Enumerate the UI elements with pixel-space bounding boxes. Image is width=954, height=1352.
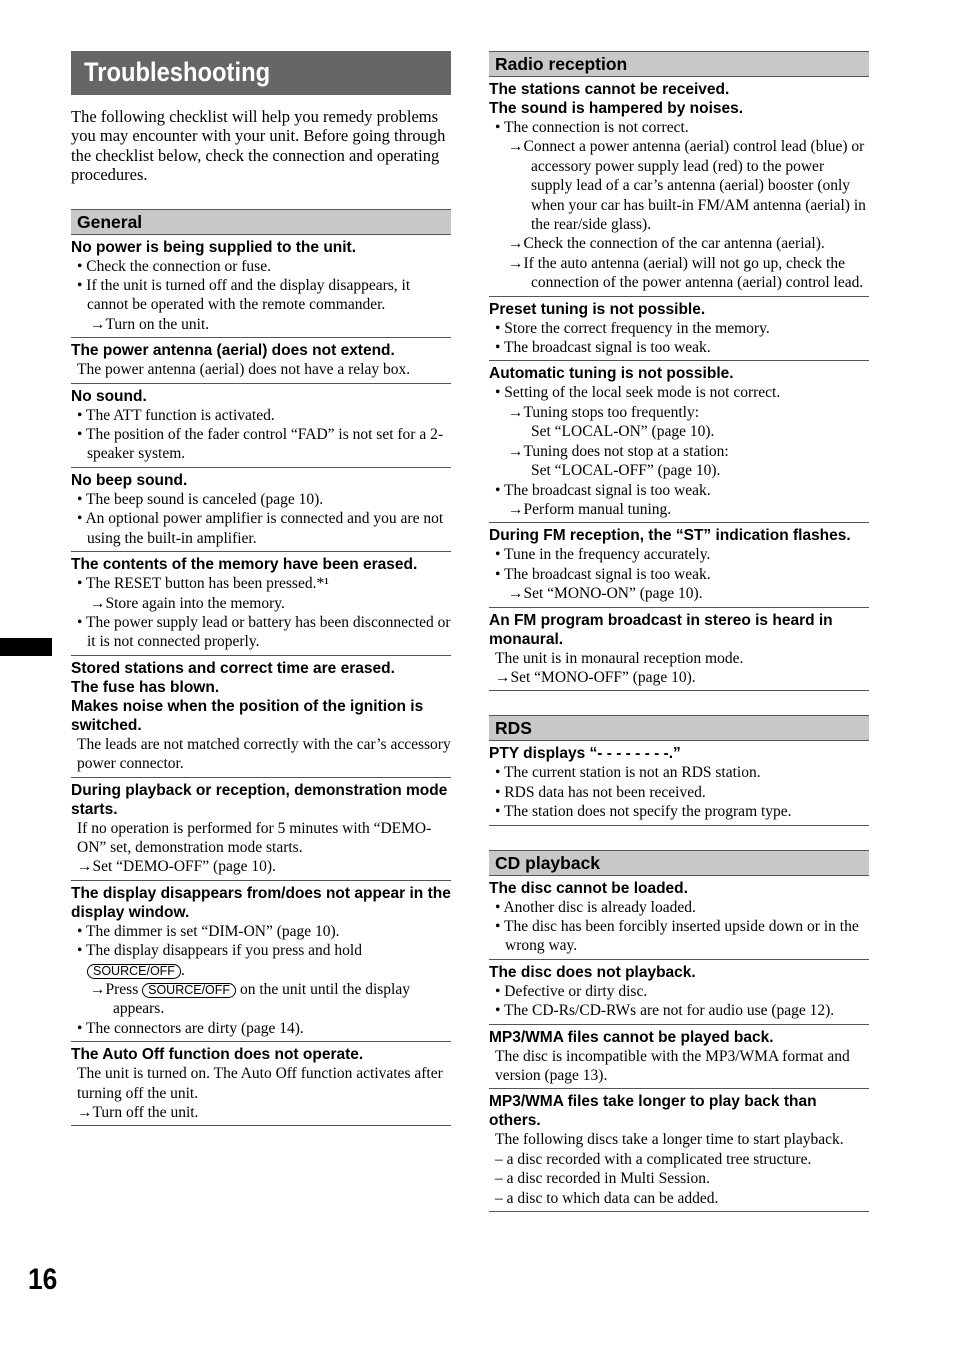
remedy-line: →Set “MONO-OFF” (page 10). <box>495 668 696 686</box>
problem-heading: During playback or reception, demonstration mode starts. <box>71 781 448 818</box>
cause-line: • Check the connection or fuse. <box>77 257 271 275</box>
cause-line: • Store the correct frequency in the memory. <box>495 319 770 337</box>
note-line: The leads are not matched correctly with the car’s accessory power connector. <box>77 735 451 773</box>
troubleshoot-item <box>489 1025 869 1090</box>
troubleshoot-item <box>489 876 869 960</box>
problem-heading: No beep sound. <box>71 471 188 489</box>
cause-line: • If the unit is turned off and the display disappears, it cannot be operated with the remote commander. <box>77 277 411 314</box>
source-off-key: SOURCE/OFF <box>142 983 236 998</box>
note-line: – a disc recorded with a complicated tree structure. <box>495 1150 812 1168</box>
troubleshoot-item <box>71 384 451 468</box>
problem-heading: Makes noise when the position of the ignition is switched. <box>71 697 424 734</box>
troubleshoot-item <box>71 552 451 656</box>
problem-heading: An FM program broadcast in stereo is heard in monaural. <box>489 611 833 648</box>
page-title: Troubleshooting <box>84 57 271 87</box>
line-text: • The display disappears if you press and hold <box>77 942 362 960</box>
cause-line: • The connection is not correct. <box>495 119 689 136</box>
cause-line: • The RESET button has been pressed.*¹ <box>77 575 329 593</box>
note-line: If no operation is performed for 5 minutes with “DEMO-ON” set, demonstration mode starts. <box>77 819 432 856</box>
problem-heading: Automatic tuning is not possible. <box>489 365 734 383</box>
cause-line: • Tune in the frequency accurately. <box>495 546 711 564</box>
section-heading: CD playback <box>489 850 869 876</box>
cause-line <box>71 941 451 980</box>
cause-line: • The position of the fader control “FAD” is not set for a 2-speaker system. <box>77 426 443 463</box>
note-line: The power antenna (aerial) does not have a relay box. <box>77 361 411 379</box>
note-line: The disc is incompatible with the MP3/WMA format and version (page 13). <box>495 1047 850 1084</box>
cause-line: • The CD-Rs/CD-RWs are not for audio use (page 12). <box>495 1002 835 1020</box>
remedy-line: →Turn off the unit. <box>77 1104 199 1121</box>
problem-heading: PTY displays “- - - - - - - -.” <box>489 745 681 763</box>
section-tab-marker <box>0 638 52 656</box>
problem-heading: The power antenna (aerial) does not extend. <box>71 342 395 360</box>
troubleshoot-item <box>489 960 869 1025</box>
cause-line: • The dimmer is set “DIM-ON” (page 10). <box>77 922 340 940</box>
remedy-line: →Perform manual tuning. <box>508 500 672 518</box>
right-sections <box>489 51 869 1212</box>
problem-heading: The sound is hampered by noises. <box>489 100 744 117</box>
cause-line: • Setting of the local seek mode is not correct. <box>495 384 781 402</box>
troubleshoot-item <box>71 468 451 552</box>
remedy-line: →Turn on the unit. <box>90 315 210 333</box>
problem-heading: No power is being supplied to the unit. <box>71 238 357 256</box>
section-heading: RDS <box>489 715 869 741</box>
section-gap <box>489 826 869 850</box>
remedy-line: →Connect a power antenna (aerial) control lead (blue) or accessory power supply lead (red) to the power supply lead of a car’s antenna (aerial) booster (only when your car has built-in FM/AM antenna (aerial) in the rear/side glass). <box>508 138 866 234</box>
remedy-line: →Tuning stops too frequently: <box>508 403 700 421</box>
troubleshoot-item <box>71 235 451 339</box>
problem-heading: The disc does not playback. <box>489 963 696 981</box>
troubleshoot-item <box>489 608 869 692</box>
remedy-line: →Set “MONO-ON” (page 10). <box>508 585 703 603</box>
problem-heading: The contents of the memory have been erased. <box>71 556 418 574</box>
cause-line: • The broadcast signal is too weak. <box>495 481 711 499</box>
cause-line: • The broadcast signal is too weak. <box>495 339 711 357</box>
troubleshoot-item <box>489 297 869 362</box>
remedy-line: →Store again into the memory. <box>90 594 285 612</box>
cause-line: • RDS data has not been received. <box>495 783 706 801</box>
note-line: – a disc to which data can be added. <box>495 1189 719 1207</box>
line-text-after: on the unit until the display appears. <box>113 980 410 1018</box>
problem-heading: The fuse has blown. <box>71 678 220 696</box>
note-line: The following discs take a longer time to start playback. <box>495 1131 844 1149</box>
cause-line: • The station does not specify the program type. <box>495 803 792 821</box>
troubleshoot-item <box>71 778 451 881</box>
page-number: 16 <box>28 1263 58 1296</box>
troubleshoot-item <box>71 1042 451 1126</box>
problem-heading: The stations cannot be received. <box>489 81 730 98</box>
troubleshoot-item <box>71 656 451 778</box>
section-heading: Radio reception <box>489 51 869 77</box>
troubleshoot-item <box>71 338 451 383</box>
cause-line: • The power supply lead or battery has been disconnected or it is not connected properly. <box>77 613 451 651</box>
note-line: The unit is in monaural reception mode. <box>495 649 744 667</box>
cause-line: • The connectors are dirty (page 14). <box>77 1019 304 1037</box>
problem-heading: Stored stations and correct time are erased. <box>71 659 395 677</box>
note-line: – a disc recorded in Multi Session. <box>495 1170 710 1188</box>
troubleshoot-item <box>489 741 869 825</box>
right-column <box>489 51 869 1212</box>
cause-line: • The ATT function is activated. <box>77 406 275 424</box>
cause-line: • Defective or dirty disc. <box>495 982 648 1000</box>
section-gap <box>489 691 869 715</box>
problem-heading: MP3/WMA files take longer to play back than others. <box>489 1093 817 1130</box>
remedy-line: →If the auto antenna (aerial) will not go up, check the connection of the power antenna (aerial) control lead. <box>508 254 864 292</box>
remedy-line: Set “LOCAL-OFF” (page 10). <box>531 462 721 480</box>
remedy-line: Set “LOCAL-ON” (page 10). <box>531 423 715 441</box>
intro-paragraph: The following checklist will help you remedy problems you may encounter with your unit. Before going through the checklist below, check the connection and operating procedures. <box>71 107 446 185</box>
problem-heading: The Auto Off function does not operate. <box>71 1046 364 1064</box>
troubleshoot-item <box>71 881 451 1042</box>
title-bar <box>71 51 451 95</box>
remedy-line: →Tuning does not stop at a station: <box>508 442 729 460</box>
section-heading: General <box>71 209 451 235</box>
troubleshoot-item <box>489 523 869 607</box>
left-column <box>71 51 451 1126</box>
troubleshoot-item <box>489 77 869 297</box>
problem-heading: MP3/WMA files cannot be played back. <box>489 1028 774 1046</box>
remedy-line: →Check the connection of the car antenna (aerial). <box>508 235 825 253</box>
troubleshoot-item <box>489 361 869 523</box>
note-line: The unit is turned on. The Auto Off function activates after turning off the unit. <box>77 1065 443 1102</box>
troubleshoot-item <box>489 1089 869 1212</box>
problem-heading: During FM reception, the “ST” indication flashes. <box>489 527 851 545</box>
problem-heading: The disc cannot be loaded. <box>489 879 688 897</box>
line-text-after: . <box>180 961 185 979</box>
problem-heading: The display disappears from/does not appear in the display window. <box>71 884 451 921</box>
cause-line: • The beep sound is canceled (page 10). <box>77 490 324 508</box>
remedy-line <box>71 980 451 1019</box>
cause-line: • An optional power amplifier is connected and you are not using the built-in amplifier. <box>77 510 444 547</box>
cause-line: • The current station is not an RDS station. <box>495 764 761 782</box>
problem-heading: Preset tuning is not possible. <box>489 300 706 318</box>
cause-line: • The broadcast signal is too weak. <box>495 565 711 583</box>
line-text: →Press <box>90 980 139 998</box>
left-sections <box>71 209 451 1127</box>
cause-line: • The disc has been forcibly inserted upside down or in the wrong way. <box>495 917 859 955</box>
problem-heading: No sound. <box>71 387 147 405</box>
source-off-key: SOURCE/OFF <box>87 964 181 979</box>
remedy-line: →Set “DEMO-OFF” (page 10). <box>77 858 276 876</box>
cause-line: • Another disc is already loaded. <box>495 898 696 916</box>
